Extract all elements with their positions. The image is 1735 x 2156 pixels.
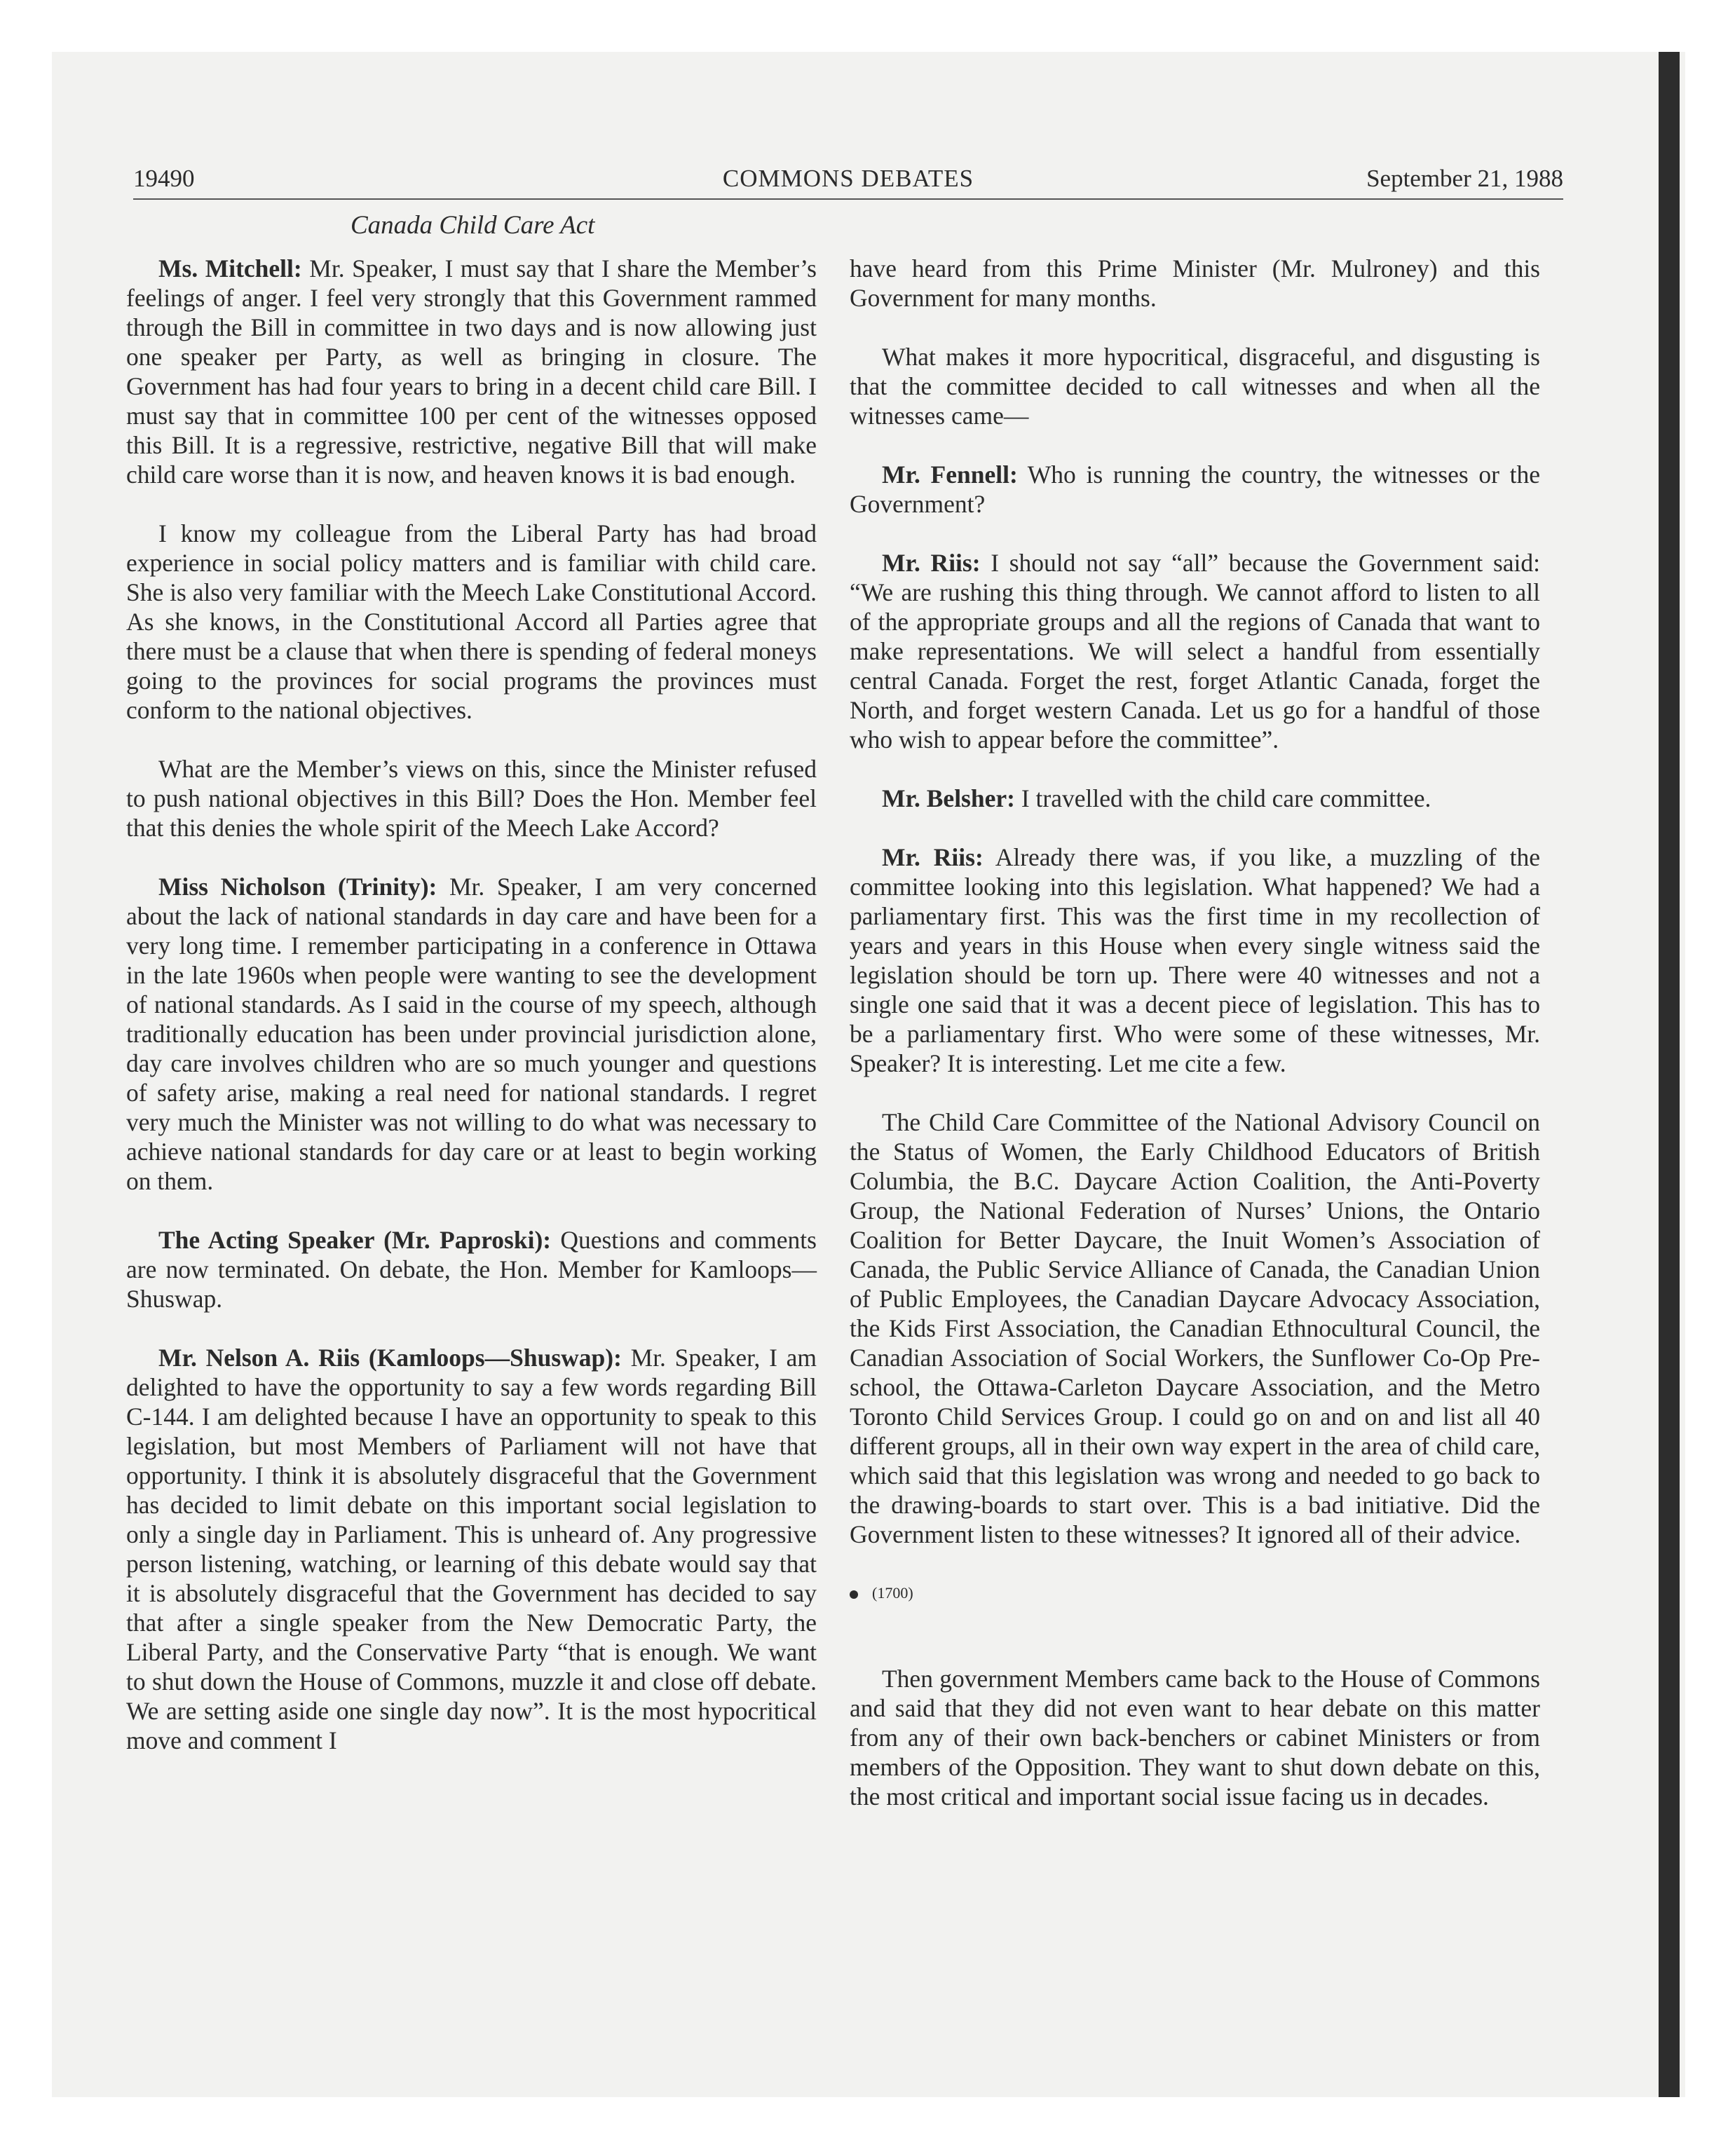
paragraph-text: Mr. Speaker, I must say that I share the Member’s feelings of anger. I feel very strongly that this Government rammed through the Bill in committee in two days and is now allowing just one speaker per Party, as well as bringing in closure. The Government has had four years to bring in a decent child care Bill. I must say that in committee 100 per cent of the witnesses opposed this Bill. It is a regressive, restrictive, negative Bill that will make child care worse than it is now, and heaven knows it is bad enough. [126, 254, 817, 489]
right-column [850, 254, 1540, 1841]
speaker-name: Mr. Riis: [882, 549, 981, 577]
speaker-name: Ms. Mitchell: [158, 254, 302, 282]
speaker-name: The Acting Speaker (Mr. Paproski): [158, 1226, 552, 1254]
paragraph [126, 754, 817, 842]
paragraph [126, 872, 817, 1196]
paragraph-text: The Child Care Committee of the National Advisory Council on the Status of Women, the Early Childhood Educators of British Columbia, the B.C. Daycare Action Coalition, the Anti-Poverty Group, the National Federation of Nurses’ Unions, the Ontario Coalition for Better Daycare, the Inuit Women’s Association of Canada, the Public Service Alliance of Canada, the Canadian Union of Public Employees, the Canadian Daycare Advocacy Association, the Kids First Association, the Canadian Ethnocultural Council, the Canadian Association of Social Workers, the Sunflower Co-Op Pre-school, the Ottawa-Carleton Daycare Association, and the Metro Toronto Child Services Group. I could go on and on and list all 40 different groups, all in their own way expert in the area of child care, which said that this legislation was wrong and needed to go back to the drawing-boards to start over. This is a bad initiative. Did the Government listen to these witnesses? It ignored all of their advice. [850, 1108, 1540, 1548]
paragraph-text: What are the Member’s views on this, since the Minister refused to push national objectives in this Bill? Does the Hon. Member feel that this denies the whole spirit of the Meech Lake Accord? [126, 755, 817, 842]
speaker-name: Mr. Riis: [882, 843, 984, 871]
scan-edge-bar [1659, 52, 1680, 2097]
paragraph [850, 1107, 1540, 1549]
left-column [126, 254, 817, 1785]
speaker-name: Mr. Nelson A. Riis (Kamloops—Shuswap): [158, 1344, 622, 1372]
paragraph-text: I travelled with the child care committee. [1014, 784, 1431, 812]
paragraph [126, 1343, 817, 1755]
speaker-name: Mr. Belsher: [882, 784, 1015, 812]
paragraph [850, 784, 1540, 813]
paragraph-text: Who is running the country, the witnesses or the Government? [850, 460, 1540, 518]
page-header [133, 163, 1563, 200]
paragraph [126, 1225, 817, 1314]
running-head: COMMONS DEBATES [722, 165, 974, 192]
time-marker [850, 1578, 1540, 1608]
speaker-name: Miss Nicholson (Trinity): [158, 873, 437, 901]
paragraph-text: What makes it more hypocritical, disgraceful, and disgusting is that the committee decided to call witnesses and when all the witnesses came— [850, 343, 1540, 430]
paragraph [850, 460, 1540, 519]
page-date: September 21, 1988 [1366, 165, 1563, 192]
page-number: 19490 [133, 165, 195, 192]
paragraph [850, 254, 1540, 313]
paragraph-text: Questions and comments are now terminated. On debate, the Hon. Member for Kamloops—Shuswap. [126, 1226, 817, 1313]
paragraph-text: Already there was, if you like, a muzzling of the committee looking into this legislation. What happened? We had a parliamentary first. This was the first time in my recollection of years and years in this House when every single witness said the legislation should be torn up. There were 40 witnesses and not a single one said that it was a decent piece of legislation. This has to be a parliamentary first. Who were some of these witnesses, Mr. Speaker? It is interesting. Let me cite a few. [850, 843, 1540, 1077]
section-title: Canada Child Care Act [351, 211, 595, 240]
paragraph [126, 519, 817, 725]
speaker-name: Mr. Fennell: [882, 460, 1018, 489]
paragraph [850, 342, 1540, 430]
paragraph-text: have heard from this Prime Minister (Mr. Mulroney) and this Government for many months. [850, 254, 1540, 312]
paragraph [850, 548, 1540, 754]
paragraph-text: I know my colleague from the Liberal Party has had broad experience in social policy matters and is familiar with child care. She is also very familiar with the Meech Lake Constitutional Accord. As she knows, in the Constitutional Accord all Parties agree that there must be a clause that when there is spending of federal moneys going to the provinces for social programs the provinces must conform to the national objectives. [126, 519, 817, 724]
paragraph-text: Mr. Speaker, I am delighted to have the opportunity to say a few words regarding Bill C-144. I am delighted because I have an opportunity to speak to this legislation, but most Members of Parliament will not have that opportunity. I think it is absolutely disgraceful that the Government has decided to limit debate on this important social legislation to only a single day in Parliament. This is unheard of. Any progressive person listening, watching, or learning of this debate would say that it is absolutely disgraceful that the Government has decided to say that after a single speaker from the New Democratic Party, the Liberal Party, and the Conservative Party “that is enough. We want to shut down the House of Commons, muzzle it and close off debate. We are setting aside one single day now”. It is the most hypocritical move and comment I [126, 1344, 817, 1754]
paragraph-text: Mr. Speaker, I am very concerned about the lack of national standards in day care and have been for a very long time. I remember participating in a conference in Ottawa in the late 1960s when people were wanting to see the development of national standards. As I said in the course of my speech, although traditionally education has been under provincial jurisdiction alone, day care involves children who are so much younger and questions of safety arise, making a real need for national standards. I regret very much the Minister was not willing to do what was necessary to achieve national standards for day care or at least to begin working on them. [126, 873, 817, 1195]
paragraph [850, 1664, 1540, 1811]
paragraph-text: Then government Members came back to the House of Commons and said that they did not even want to hear debate on this matter from any of their own back-benchers or cabinet Ministers or from members of the Opposition. They want to shut down debate on this, the most critical and important social issue facing us in decades. [850, 1665, 1540, 1810]
bullet-icon [850, 1590, 858, 1599]
time-marker-text: (1700) [872, 1584, 913, 1602]
paragraph [850, 842, 1540, 1078]
paragraph-text: I should not say “all” because the Government said: “We are rushing this thing through. We cannot afford to listen to all of the appropriate groups and all the regions of Canada that want to make representations. We will select a handful from essentially central Canada. Forget the rest, forget Atlantic Canada, forget the North, and forget western Canada. Let us go for a handful of those who wish to appear before the committee”. [850, 549, 1540, 753]
paragraph [126, 254, 817, 489]
